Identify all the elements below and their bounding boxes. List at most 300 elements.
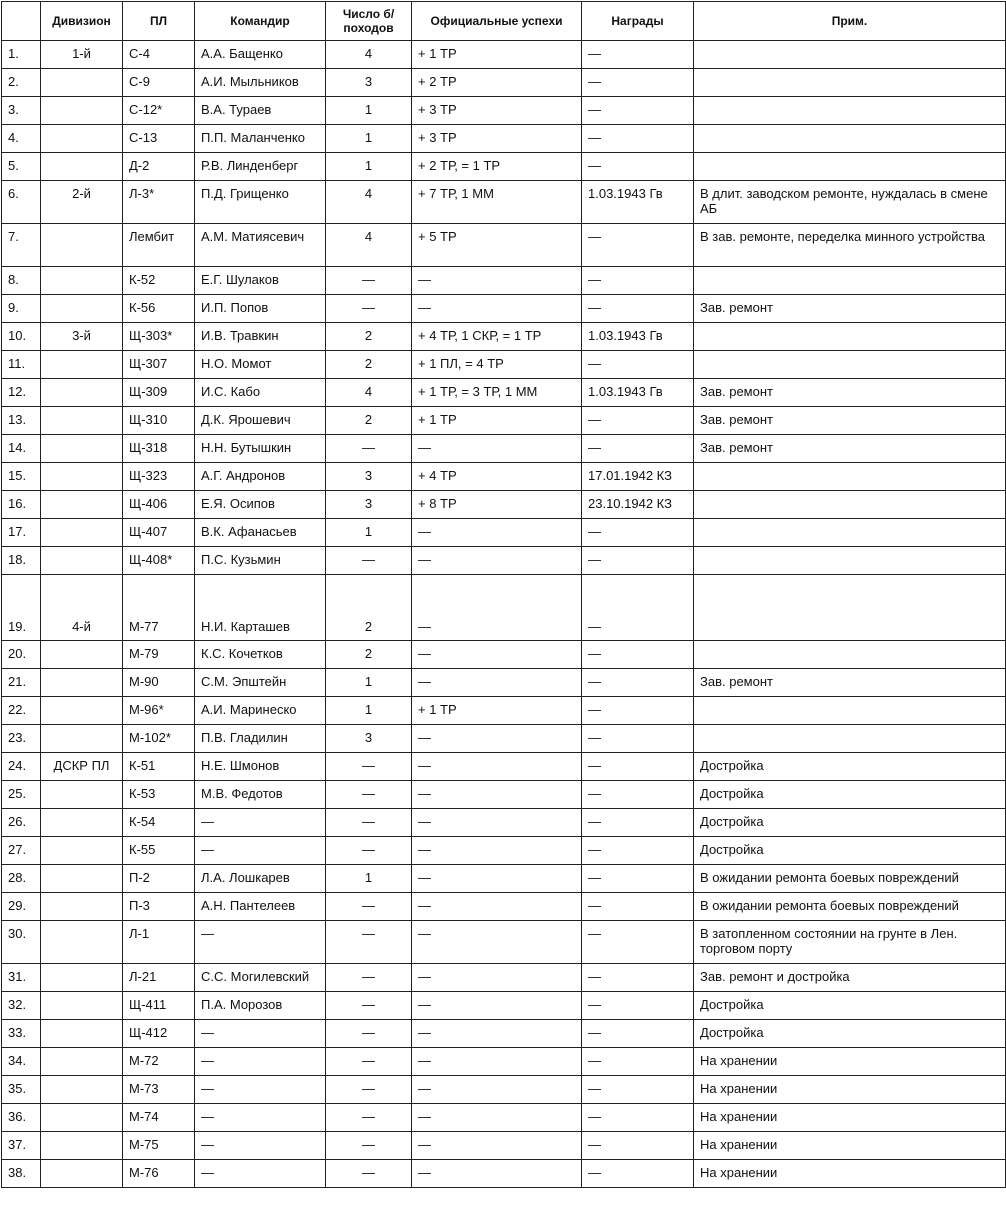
division-cell [41, 964, 123, 992]
successes-cell: — [412, 435, 582, 463]
commander-cell: Н.Е. Шмонов [195, 753, 326, 781]
division-cell [41, 992, 123, 1020]
commander-cell: А.М. Матиясевич [195, 224, 326, 267]
awards-cell: — [582, 519, 694, 547]
patrols-cell: — [326, 837, 412, 865]
division-cell: 1-й [41, 41, 123, 69]
successes-cell: — [412, 809, 582, 837]
submarine-cell: К-51 [123, 753, 195, 781]
awards-cell: — [582, 1104, 694, 1132]
successes-cell: + 2 ТР [412, 69, 582, 97]
table-row [2, 964, 1006, 992]
awards-cell: — [582, 893, 694, 921]
commander-cell: П.П. Маланченко [195, 125, 326, 153]
awards-cell: — [582, 295, 694, 323]
successes-cell: — [412, 519, 582, 547]
notes-cell [694, 97, 1006, 125]
notes-cell: Зав. ремонт [694, 669, 1006, 697]
patrols-cell: — [326, 1132, 412, 1160]
successes-cell: + 5 ТР [412, 224, 582, 267]
patrols-cell: 2 [326, 641, 412, 669]
awards-cell: — [582, 992, 694, 1020]
table-row [2, 781, 1006, 809]
commander-cell: Е.Я. Осипов [195, 491, 326, 519]
table-row [2, 992, 1006, 1020]
row-number: 12. [2, 379, 41, 407]
notes-cell: Достройка [694, 781, 1006, 809]
division-cell [41, 921, 123, 964]
table-row [2, 1020, 1006, 1048]
awards-cell: — [582, 1076, 694, 1104]
submarine-cell: С-4 [123, 41, 195, 69]
table-row [2, 224, 1006, 267]
awards-cell: — [582, 407, 694, 435]
notes-cell: Зав. ремонт [694, 407, 1006, 435]
awards-cell: — [582, 1020, 694, 1048]
commander-cell: П.А. Морозов [195, 992, 326, 1020]
row-number: 19. [2, 575, 41, 641]
awards-cell: 23.10.1942 КЗ [582, 491, 694, 519]
awards-cell: — [582, 547, 694, 575]
division-cell [41, 1048, 123, 1076]
patrols-cell: 2 [326, 575, 412, 641]
notes-cell [694, 267, 1006, 295]
table-row [2, 153, 1006, 181]
submarine-cell: С-12* [123, 97, 195, 125]
table-row [2, 753, 1006, 781]
successes-cell: — [412, 1076, 582, 1104]
table-row [2, 1076, 1006, 1104]
table-row [2, 491, 1006, 519]
row-number: 3. [2, 97, 41, 125]
submarine-cell: Щ-406 [123, 491, 195, 519]
submarine-cell: К-56 [123, 295, 195, 323]
submarine-cell: М-90 [123, 669, 195, 697]
successes-cell: — [412, 753, 582, 781]
patrols-cell: 3 [326, 491, 412, 519]
successes-cell: — [412, 1160, 582, 1188]
submarine-cell: Щ-307 [123, 351, 195, 379]
division-cell [41, 697, 123, 725]
division-cell [41, 865, 123, 893]
row-number: 20. [2, 641, 41, 669]
patrols-cell: 1 [326, 697, 412, 725]
row-number: 17. [2, 519, 41, 547]
notes-cell: Достройка [694, 837, 1006, 865]
notes-cell: В затопленном состоянии на грунте в Лен. торговом порту [694, 921, 1006, 964]
commander-cell: — [195, 921, 326, 964]
patrols-cell: 4 [326, 41, 412, 69]
patrols-cell: 2 [326, 323, 412, 351]
submarine-cell: С-13 [123, 125, 195, 153]
division-cell [41, 125, 123, 153]
successes-cell: + 3 ТР [412, 125, 582, 153]
awards-cell: — [582, 97, 694, 125]
notes-cell: Достройка [694, 753, 1006, 781]
table-row [2, 69, 1006, 97]
commander-cell: А.И. Мыльников [195, 69, 326, 97]
header-submarine: ПЛ [123, 2, 195, 41]
header-division: Дивизион [41, 2, 123, 41]
awards-cell: — [582, 41, 694, 69]
awards-cell: — [582, 697, 694, 725]
row-number: 8. [2, 267, 41, 295]
awards-cell: — [582, 725, 694, 753]
awards-cell: — [582, 809, 694, 837]
division-cell [41, 491, 123, 519]
table-row [2, 407, 1006, 435]
commander-cell: — [195, 1104, 326, 1132]
patrols-cell: 1 [326, 97, 412, 125]
row-number: 33. [2, 1020, 41, 1048]
submarine-cell: К-53 [123, 781, 195, 809]
row-number: 38. [2, 1160, 41, 1188]
awards-cell: 1.03.1943 Гв [582, 323, 694, 351]
submarine-cell: М-102* [123, 725, 195, 753]
row-number: 37. [2, 1132, 41, 1160]
submarine-cell: Д-2 [123, 153, 195, 181]
table-row [2, 295, 1006, 323]
successes-cell: + 4 ТР, 1 СКР, = 1 ТР [412, 323, 582, 351]
commander-cell: Д.К. Ярошевич [195, 407, 326, 435]
awards-cell: — [582, 153, 694, 181]
successes-cell: — [412, 641, 582, 669]
header-successes: Официальные успехи [412, 2, 582, 41]
row-number: 4. [2, 125, 41, 153]
division-cell [41, 463, 123, 491]
notes-cell: Зав. ремонт [694, 295, 1006, 323]
commander-cell: Л.А. Лошкарев [195, 865, 326, 893]
commander-cell: В.А. Тураев [195, 97, 326, 125]
commander-cell: А.А. Бащенко [195, 41, 326, 69]
table-row [2, 547, 1006, 575]
awards-cell: — [582, 1048, 694, 1076]
notes-cell: На хранении [694, 1132, 1006, 1160]
division-cell [41, 837, 123, 865]
successes-cell: + 4 ТР [412, 463, 582, 491]
patrols-cell: — [326, 964, 412, 992]
division-cell [41, 669, 123, 697]
commander-cell: П.С. Кузьмин [195, 547, 326, 575]
table-row [2, 125, 1006, 153]
patrols-cell: — [326, 1076, 412, 1104]
header-notes: Прим. [694, 2, 1006, 41]
patrols-cell: 3 [326, 69, 412, 97]
row-number: 14. [2, 435, 41, 463]
notes-cell [694, 351, 1006, 379]
division-cell: 2-й [41, 181, 123, 224]
patrols-cell: — [326, 267, 412, 295]
table-row [2, 865, 1006, 893]
row-number: 15. [2, 463, 41, 491]
commander-cell: Н.Н. Бутышкин [195, 435, 326, 463]
submarine-cell: М-76 [123, 1160, 195, 1188]
submarine-table [1, 1, 1006, 1188]
awards-cell: — [582, 351, 694, 379]
successes-cell: — [412, 992, 582, 1020]
division-cell: 4-й [41, 575, 123, 641]
row-number: 6. [2, 181, 41, 224]
successes-cell: + 1 ТР, = 3 ТР, 1 ММ [412, 379, 582, 407]
awards-cell: — [582, 125, 694, 153]
successes-cell: — [412, 669, 582, 697]
notes-cell: В длит. заводском ремонте, нуждалась в смене АБ [694, 181, 1006, 224]
awards-cell: 17.01.1942 КЗ [582, 463, 694, 491]
successes-cell: + 8 ТР [412, 491, 582, 519]
row-number: 5. [2, 153, 41, 181]
table-row [2, 1160, 1006, 1188]
submarine-cell: Щ-412 [123, 1020, 195, 1048]
table-row [2, 435, 1006, 463]
awards-cell: — [582, 69, 694, 97]
commander-cell: В.К. Афанасьев [195, 519, 326, 547]
header-row [2, 2, 1006, 41]
patrols-cell: — [326, 921, 412, 964]
notes-cell: В ожидании ремонта боевых повреждений [694, 865, 1006, 893]
submarine-cell: Щ-303* [123, 323, 195, 351]
commander-cell: — [195, 837, 326, 865]
division-cell [41, 1132, 123, 1160]
division-cell [41, 97, 123, 125]
table-row [2, 519, 1006, 547]
successes-cell: — [412, 893, 582, 921]
division-cell: 3-й [41, 323, 123, 351]
row-number: 28. [2, 865, 41, 893]
successes-cell: — [412, 837, 582, 865]
notes-cell [694, 697, 1006, 725]
row-number: 23. [2, 725, 41, 753]
table-row [2, 809, 1006, 837]
successes-cell: — [412, 865, 582, 893]
submarine-cell: М-75 [123, 1132, 195, 1160]
table-row [2, 323, 1006, 351]
submarine-cell: К-52 [123, 267, 195, 295]
patrols-cell: 1 [326, 125, 412, 153]
awards-cell: — [582, 435, 694, 463]
notes-cell [694, 547, 1006, 575]
patrols-cell: — [326, 1160, 412, 1188]
successes-cell: — [412, 295, 582, 323]
notes-cell [694, 153, 1006, 181]
commander-cell: С.С. Могилевский [195, 964, 326, 992]
patrols-cell: 4 [326, 224, 412, 267]
patrols-cell: 4 [326, 181, 412, 224]
submarine-cell: Л-21 [123, 964, 195, 992]
table-row [2, 351, 1006, 379]
notes-cell: В зав. ремонте, переделка минного устройства [694, 224, 1006, 267]
successes-cell: + 1 ТР [412, 41, 582, 69]
row-number: 24. [2, 753, 41, 781]
submarine-cell: М-79 [123, 641, 195, 669]
table-header [2, 2, 1006, 41]
table-row [2, 1132, 1006, 1160]
row-number: 27. [2, 837, 41, 865]
division-cell [41, 69, 123, 97]
awards-cell: — [582, 641, 694, 669]
table-row [2, 893, 1006, 921]
awards-cell: 1.03.1943 Гв [582, 379, 694, 407]
patrols-cell: 3 [326, 725, 412, 753]
row-number: 31. [2, 964, 41, 992]
table-row [2, 267, 1006, 295]
submarine-cell: М-96* [123, 697, 195, 725]
table-row [2, 921, 1006, 964]
division-cell [41, 893, 123, 921]
commander-cell: — [195, 1076, 326, 1104]
commander-cell: А.И. Маринеско [195, 697, 326, 725]
row-number: 7. [2, 224, 41, 267]
notes-cell: Зав. ремонт и достройка [694, 964, 1006, 992]
notes-cell: На хранении [694, 1160, 1006, 1188]
awards-cell: — [582, 575, 694, 641]
commander-cell: К.С. Кочетков [195, 641, 326, 669]
submarine-cell: К-55 [123, 837, 195, 865]
notes-cell: На хранении [694, 1076, 1006, 1104]
table-row [2, 379, 1006, 407]
successes-cell: — [412, 725, 582, 753]
awards-cell: — [582, 1160, 694, 1188]
patrols-cell: — [326, 547, 412, 575]
commander-cell: — [195, 1132, 326, 1160]
division-cell [41, 267, 123, 295]
successes-cell: — [412, 781, 582, 809]
successes-cell: + 1 ПЛ, = 4 ТР [412, 351, 582, 379]
submarine-cell: К-54 [123, 809, 195, 837]
successes-cell: — [412, 575, 582, 641]
successes-cell: — [412, 1020, 582, 1048]
division-cell: ДСКР ПЛ [41, 753, 123, 781]
patrols-cell: — [326, 781, 412, 809]
successes-cell: — [412, 964, 582, 992]
commander-cell: Н.О. Момот [195, 351, 326, 379]
awards-cell: 1.03.1943 Гв [582, 181, 694, 224]
notes-cell [694, 69, 1006, 97]
row-number: 35. [2, 1076, 41, 1104]
commander-cell: — [195, 1048, 326, 1076]
division-cell [41, 519, 123, 547]
commander-cell: А.Н. Пантелеев [195, 893, 326, 921]
table-row [2, 641, 1006, 669]
division-cell [41, 295, 123, 323]
division-cell [41, 725, 123, 753]
notes-cell [694, 125, 1006, 153]
division-cell [41, 153, 123, 181]
patrols-cell: — [326, 753, 412, 781]
table-row [2, 41, 1006, 69]
successes-cell: — [412, 1104, 582, 1132]
row-number: 11. [2, 351, 41, 379]
successes-cell: + 1 ТР [412, 697, 582, 725]
patrols-cell: 2 [326, 407, 412, 435]
table-row [2, 697, 1006, 725]
row-number: 26. [2, 809, 41, 837]
patrols-cell: — [326, 1020, 412, 1048]
commander-cell: А.Г. Андронов [195, 463, 326, 491]
successes-cell: — [412, 1048, 582, 1076]
division-cell [41, 407, 123, 435]
header-num [2, 2, 41, 41]
awards-cell: — [582, 837, 694, 865]
row-number: 9. [2, 295, 41, 323]
division-cell [41, 435, 123, 463]
division-cell [41, 1076, 123, 1104]
division-cell [41, 809, 123, 837]
header-patrols: Число б/походов [326, 2, 412, 41]
submarine-cell: Щ-310 [123, 407, 195, 435]
submarine-cell: М-74 [123, 1104, 195, 1132]
row-number: 2. [2, 69, 41, 97]
submarine-cell: П-2 [123, 865, 195, 893]
patrols-cell: — [326, 1104, 412, 1132]
table-row [2, 1048, 1006, 1076]
successes-cell: + 7 ТР, 1 ММ [412, 181, 582, 224]
commander-cell: И.П. Попов [195, 295, 326, 323]
division-cell [41, 351, 123, 379]
notes-cell: На хранении [694, 1104, 1006, 1132]
patrols-cell: 1 [326, 669, 412, 697]
notes-cell: Зав. ремонт [694, 379, 1006, 407]
row-number: 18. [2, 547, 41, 575]
awards-cell: — [582, 921, 694, 964]
division-cell [41, 781, 123, 809]
notes-cell: Зав. ремонт [694, 435, 1006, 463]
notes-cell: Достройка [694, 809, 1006, 837]
row-number: 1. [2, 41, 41, 69]
row-number: 22. [2, 697, 41, 725]
commander-cell: М.В. Федотов [195, 781, 326, 809]
row-number: 36. [2, 1104, 41, 1132]
successes-cell: — [412, 547, 582, 575]
notes-cell [694, 41, 1006, 69]
notes-cell [694, 323, 1006, 351]
successes-cell: — [412, 921, 582, 964]
table-row [2, 725, 1006, 753]
row-number: 30. [2, 921, 41, 964]
division-cell [41, 1160, 123, 1188]
submarine-cell: Лембит [123, 224, 195, 267]
commander-cell: И.В. Травкин [195, 323, 326, 351]
awards-cell: — [582, 669, 694, 697]
successes-cell: + 2 ТР, = 1 ТР [412, 153, 582, 181]
commander-cell: — [195, 809, 326, 837]
submarine-cell: М-72 [123, 1048, 195, 1076]
division-cell [41, 1020, 123, 1048]
awards-cell: — [582, 865, 694, 893]
notes-cell: Достройка [694, 992, 1006, 1020]
notes-cell [694, 463, 1006, 491]
division-cell [41, 224, 123, 267]
commander-cell: П.Д. Грищенко [195, 181, 326, 224]
division-cell [41, 1104, 123, 1132]
submarine-cell: С-9 [123, 69, 195, 97]
commander-cell: Н.И. Карташев [195, 575, 326, 641]
successes-cell: + 3 ТР [412, 97, 582, 125]
patrols-cell: — [326, 435, 412, 463]
notes-cell [694, 725, 1006, 753]
row-number: 10. [2, 323, 41, 351]
division-cell [41, 379, 123, 407]
notes-cell [694, 575, 1006, 641]
commander-cell: П.В. Гладилин [195, 725, 326, 753]
submarine-cell: М-73 [123, 1076, 195, 1104]
header-commander: Командир [195, 2, 326, 41]
row-number: 25. [2, 781, 41, 809]
submarine-cell: П-3 [123, 893, 195, 921]
patrols-cell: 2 [326, 351, 412, 379]
division-cell [41, 547, 123, 575]
patrols-cell: 1 [326, 519, 412, 547]
awards-cell: — [582, 753, 694, 781]
